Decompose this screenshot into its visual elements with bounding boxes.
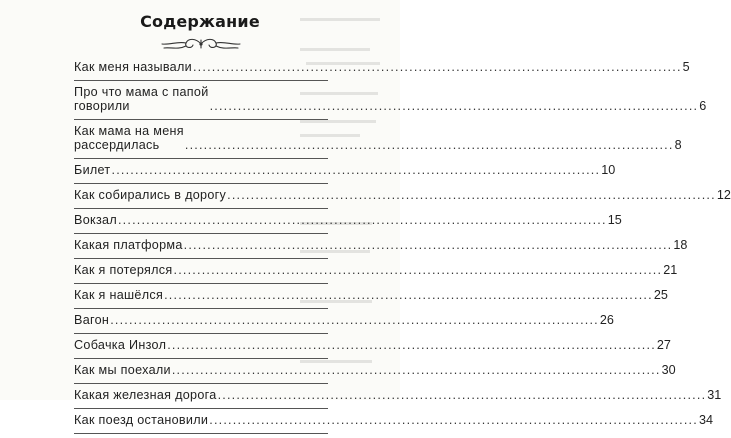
toc-entry-title: Как поезд остановили bbox=[74, 413, 209, 427]
toc-entry-page: 18 bbox=[673, 238, 688, 252]
toc-entry-title-line: Про что мама с папой bbox=[74, 85, 209, 99]
toc-entry[interactable] bbox=[74, 124, 682, 155]
toc-entry-title: Как я потерялся bbox=[74, 263, 173, 277]
toc-entry[interactable] bbox=[74, 288, 668, 305]
table-of-contents bbox=[74, 60, 731, 438]
toc-entry-page: 12 bbox=[716, 188, 731, 202]
leader-dots bbox=[118, 213, 607, 227]
leader-dots bbox=[164, 288, 653, 302]
leader-dots bbox=[218, 388, 707, 402]
toc-entry-title: Вокзал bbox=[74, 213, 117, 227]
divider bbox=[74, 433, 328, 434]
leader-dots bbox=[174, 263, 663, 277]
divider bbox=[74, 119, 328, 120]
toc-entry-page: 34 bbox=[698, 413, 713, 427]
toc-entry-page: 30 bbox=[661, 363, 676, 377]
toc-entry-title-line: Как мама на меня bbox=[74, 124, 184, 138]
divider bbox=[74, 308, 328, 309]
toc-entry-page: 31 bbox=[707, 388, 722, 402]
leader-dots bbox=[210, 99, 699, 113]
divider bbox=[74, 183, 328, 184]
toc-entry-title: Как меня называли bbox=[74, 60, 192, 74]
toc-entry[interactable] bbox=[74, 363, 676, 380]
toc-entry-title-line: говорили bbox=[74, 99, 130, 113]
toc-entry-title bbox=[74, 124, 184, 152]
divider bbox=[74, 258, 328, 259]
toc-entry-page: 10 bbox=[601, 163, 616, 177]
toc-entry-page: 21 bbox=[663, 263, 678, 277]
toc-entry[interactable] bbox=[74, 163, 616, 180]
toc-entry-title: Какая железная дорога bbox=[74, 388, 217, 402]
toc-entry-title: Вагон bbox=[74, 313, 110, 327]
toc-entry-page: 6 bbox=[699, 99, 707, 113]
divider bbox=[74, 283, 328, 284]
toc-entry-title: Собачка Инзол bbox=[74, 338, 167, 352]
toc-entry[interactable] bbox=[74, 213, 622, 230]
toc-entry-page: 26 bbox=[599, 313, 614, 327]
leader-dots bbox=[209, 413, 698, 427]
page-title: Содержание bbox=[140, 12, 260, 31]
toc-entry[interactable] bbox=[74, 188, 731, 205]
leader-dots bbox=[110, 313, 599, 327]
toc-entry[interactable] bbox=[74, 85, 707, 116]
toc-entry[interactable] bbox=[74, 388, 722, 405]
toc-entry-page: 25 bbox=[653, 288, 668, 302]
divider bbox=[74, 233, 328, 234]
divider bbox=[74, 383, 328, 384]
leader-dots bbox=[193, 60, 682, 74]
toc-entry-page: 5 bbox=[682, 60, 690, 74]
leader-dots bbox=[167, 338, 656, 352]
divider bbox=[74, 158, 328, 159]
toc-entry[interactable] bbox=[74, 238, 688, 255]
toc-entry-page: 15 bbox=[607, 213, 622, 227]
divider bbox=[74, 208, 328, 209]
toc-entry-title: Как мы поехали bbox=[74, 363, 171, 377]
divider bbox=[74, 80, 328, 81]
toc-entry-title: Какая платформа bbox=[74, 238, 183, 252]
toc-entry-title: Как я нашёлся bbox=[74, 288, 164, 302]
toc-entry[interactable] bbox=[74, 313, 614, 330]
toc-entry[interactable] bbox=[74, 60, 690, 77]
toc-entry-title: Билет bbox=[74, 163, 111, 177]
toc-entry[interactable] bbox=[74, 263, 678, 280]
toc-entry-page: 8 bbox=[674, 138, 682, 152]
leader-dots bbox=[185, 138, 674, 152]
divider bbox=[74, 408, 328, 409]
toc-entry-page: 27 bbox=[656, 338, 671, 352]
toc-entry-title: Как собирались в дорогу bbox=[74, 188, 227, 202]
divider bbox=[74, 358, 328, 359]
divider bbox=[74, 333, 328, 334]
decorative-flourish-icon bbox=[158, 36, 244, 52]
toc-entry-title-line: рассердилась bbox=[74, 138, 160, 152]
toc-entry[interactable] bbox=[74, 338, 671, 355]
toc-entry-title bbox=[74, 85, 209, 113]
leader-dots bbox=[184, 238, 673, 252]
leader-dots bbox=[172, 363, 661, 377]
leader-dots bbox=[227, 188, 716, 202]
leader-dots bbox=[112, 163, 601, 177]
toc-entry[interactable] bbox=[74, 413, 713, 430]
